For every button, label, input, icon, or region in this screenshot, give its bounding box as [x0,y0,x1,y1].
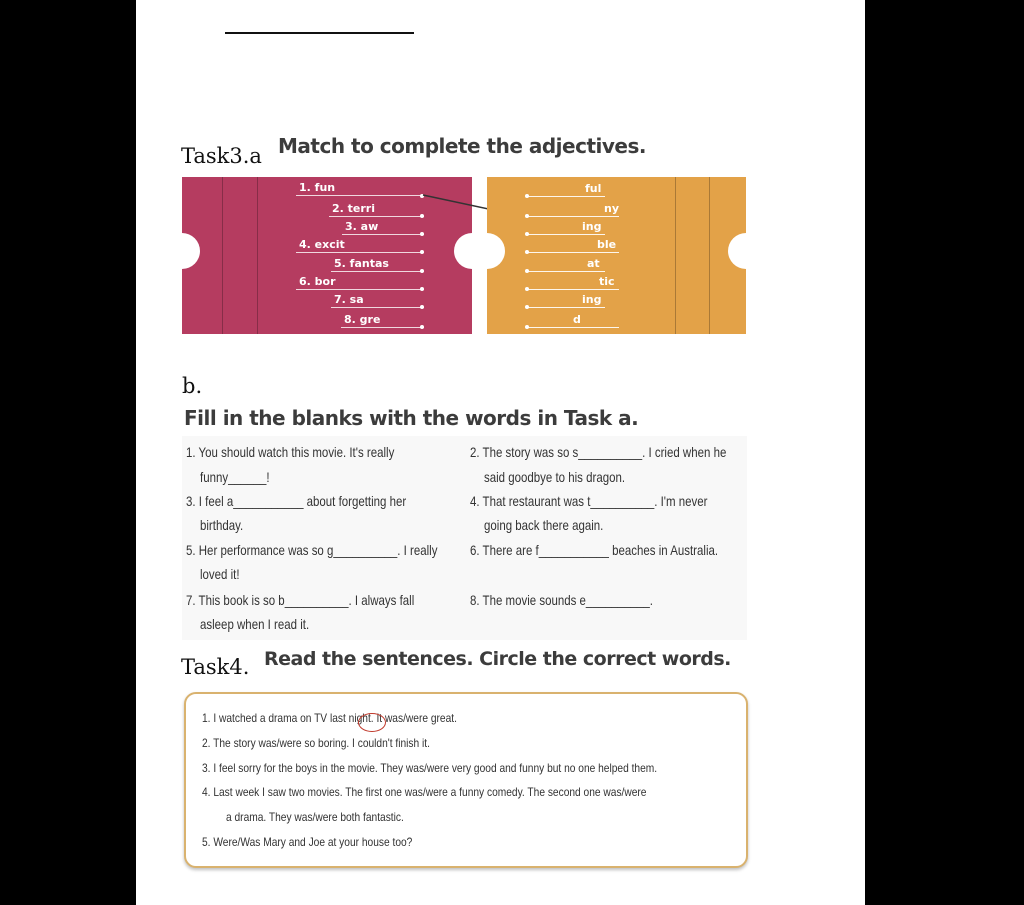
puzzle-socket [454,233,472,269]
left-item-4: 4. excit [299,238,345,251]
right-item-4: ble [597,238,617,251]
task3-label: Task3.a [181,144,262,168]
left-item-3: 3. aw [345,220,379,233]
task4-label: Task4. [181,655,250,679]
task4-box [184,692,748,868]
worksheet-page [136,0,865,905]
sentence-6: 6. There are f___________ beaches in Australia. [470,542,719,558]
right-item-2: ny [604,202,620,215]
left-item-8: 8. gre [344,313,381,326]
sentence-7: 7. This book is so b__________. I always fall [186,592,415,608]
left-item-7: 7. sa [334,293,364,306]
sentence-3: 3. I feel a___________ about forgetting her [186,493,407,509]
puzzle-knob-right-inner [487,233,505,269]
task4-heading: Read the sentences. Circle the correct words. [264,648,731,670]
puzzle-right-piece [487,177,746,334]
sentence-5: 5. Her performance was so g__________. I really [186,542,438,558]
sentence-1: 1. You should watch this movie. It's really [186,444,395,460]
puzzle-knob-right-outer [728,233,746,269]
right-item-6: tic [599,275,615,288]
t4-sentence-4: 4. Last week I saw two movies. The first one was/were a funny comedy. The second one was/were [202,785,647,799]
left-item-6: 6. bor [299,275,336,288]
left-item-5: 5. fantas [334,257,389,270]
t4-sentence-5: 5. Were/Was Mary and Joe at your house too? [202,835,413,849]
sentence-2: 2. The story was so s__________. I cried when he [470,444,727,460]
name-line [225,32,414,34]
fill-in-exercise [182,436,747,640]
sentence-3-cont: birthday. [200,517,244,533]
t4-sentence-3: 3. I feel sorry for the boys in the movie. They was/were very good and funny but no one helped them. [202,761,658,775]
left-item-1: 1. fun [299,181,336,194]
right-item-1: ful [585,182,602,195]
sentence-4: 4. That restaurant was t__________. I'm never [470,493,708,509]
sentence-5-cont: loved it! [200,566,240,582]
task3b-label: b. [182,374,203,398]
circled-answer-mark [358,713,386,732]
task3b-heading: Fill in the blanks with the words in Task a. [184,406,639,430]
puzzle-knob-left [182,233,200,269]
sentence-7-cont: asleep when I read it. [200,616,310,632]
right-item-5: at [587,257,600,270]
sentence-2-cont: said goodbye to his dragon. [484,469,626,485]
t4-sentence-4-cont: a drama. They was/were both fantastic. [226,810,404,824]
right-item-3: ing [582,220,602,233]
left-item-2: 2. terri [332,202,376,215]
right-item-8: d [573,313,581,326]
right-item-7: ing [582,293,602,306]
sentence-1-answer: funny______! [200,469,270,485]
sentence-8: 8. The movie sounds e__________. [470,592,653,608]
t4-sentence-1: 1. I watched a drama on TV last night. It was/were great. [202,711,457,725]
sentence-4-cont: going back there again. [484,517,604,533]
task3-heading: Match to complete the adjectives. [278,134,646,158]
t4-sentence-2: 2. The story was/were so boring. I couldn't finish it. [202,736,430,750]
